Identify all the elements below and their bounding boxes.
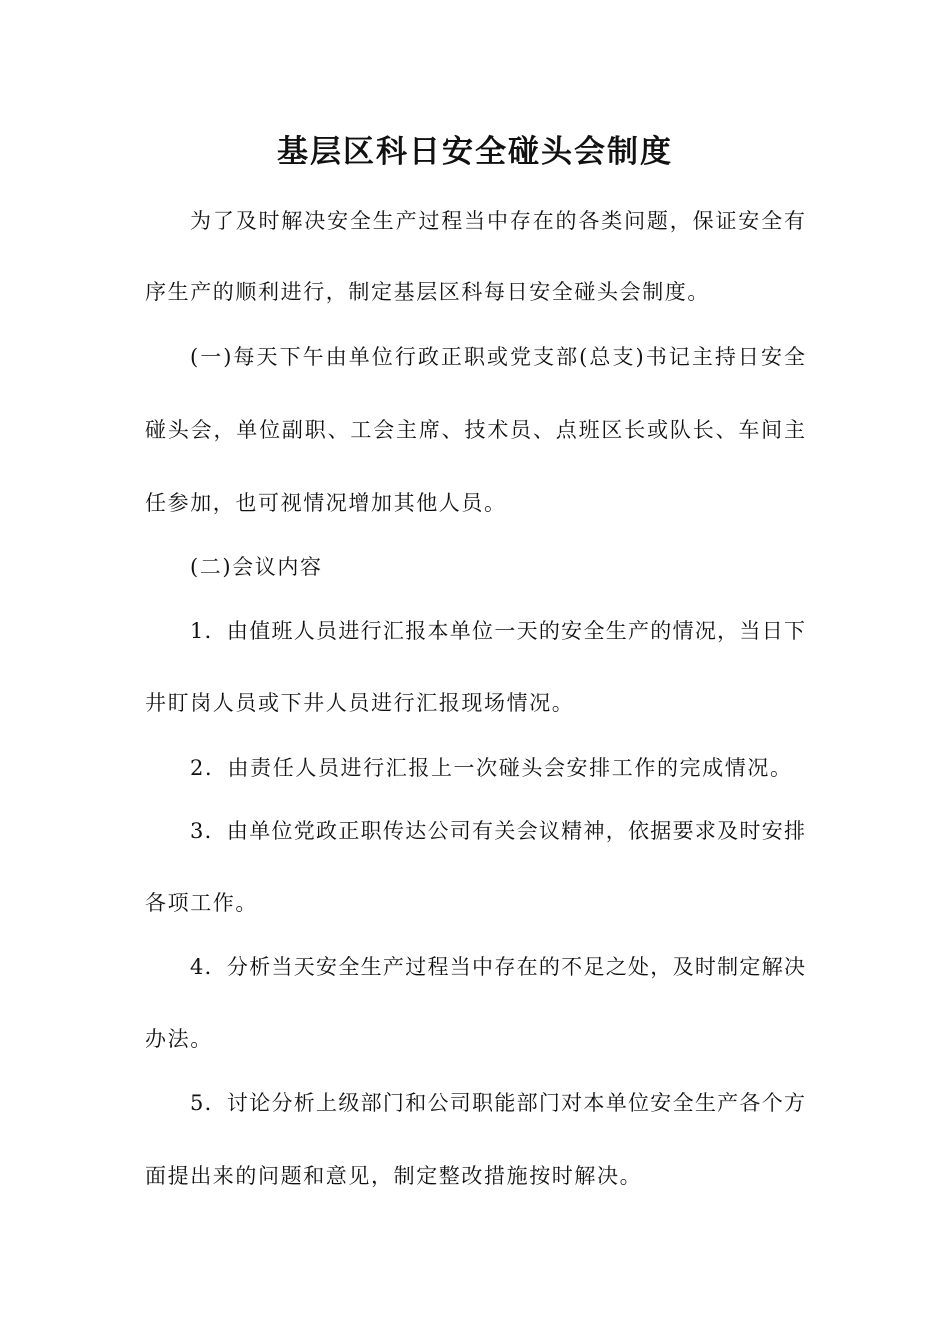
paragraph-line: 为了及时解决安全生产过程当中存在的各类问题，保证安全有 xyxy=(190,209,805,233)
paragraph-line: 井盯岗人员或下井人员进行汇报现场情况。 xyxy=(145,691,575,715)
paragraph-line: 1．由值班人员进行汇报本单位一天的安全生产的情况，当日下 xyxy=(190,619,805,643)
document-title: 基层区科日安全碰头会制度 xyxy=(277,134,673,170)
paragraph-line: (二)会议内容 xyxy=(190,555,323,579)
paragraph-line: 5．讨论分析上级部门和公司职能部门对本单位安全生产各个方 xyxy=(190,1091,805,1115)
paragraph-line: (一)每天下午由单位行政正职或党支部(总支)书记主持日安全 xyxy=(190,345,805,369)
paragraph-line: 各项工作。 xyxy=(145,891,258,915)
paragraph-line: 3．由单位党政正职传达公司有关会议精神，依据要求及时安排 xyxy=(190,819,805,843)
paragraph-line: 办法。 xyxy=(145,1027,213,1051)
paragraph-line: 面提出来的问题和意见，制定整改措施按时解决。 xyxy=(145,1164,643,1188)
paragraph-line: 序生产的顺利进行，制定基层区科每日安全碰头会制度。 xyxy=(145,280,710,304)
paragraph-line: 2．由责任人员进行汇报上一次碰头会安排工作的完成情况。 xyxy=(190,756,793,780)
paragraph-line: 4．分析当天安全生产过程当中存在的不足之处，及时制定解决 xyxy=(190,955,805,979)
paragraph-line: 碰头会，单位副职、工会主席、技术员、点班区长或队长、车间主 xyxy=(145,418,805,442)
paragraph-line: 任参加，也可视情况增加其他人员。 xyxy=(145,491,507,515)
